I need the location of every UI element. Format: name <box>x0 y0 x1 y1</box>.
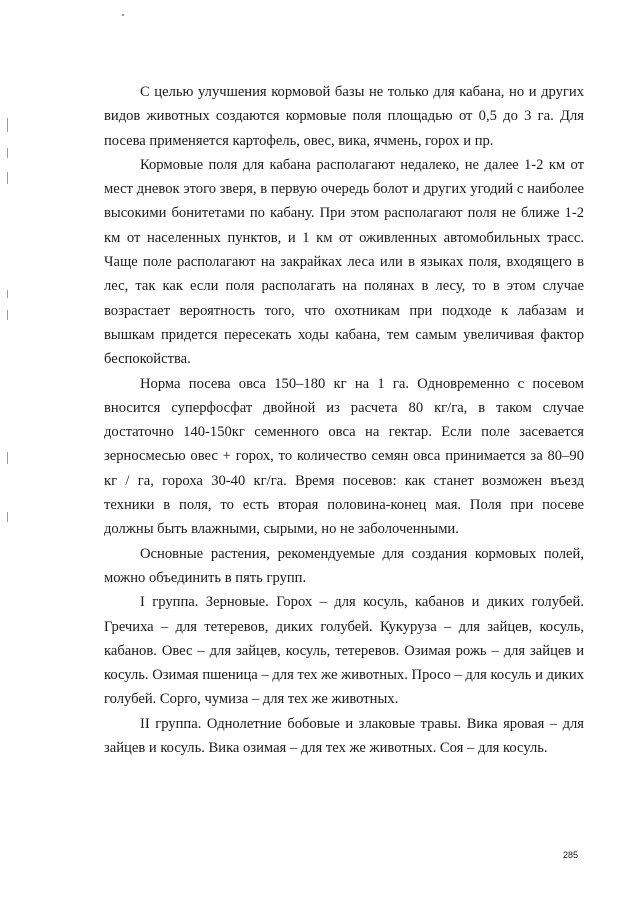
paragraph: Норма посева овса 150–180 кг на 1 га. Одновременно с посевом вносится суперфосфат двойной из расчета 80 кг/га, в таком случае достаточно 140-150кг семенного овса на гектар. Если поле засевается зерносмесью овес + горох, то количество семян овса принимается за 80–90 кг / га, гороха 30-40 кг/га. Время посевов: как станет возможен въезд техники в поля, то есть вторая половина-конец мая. Поля при посеве должны быть влажными, сырыми, но не заболоченными. <box>104 375 584 538</box>
paragraph: С целью улучшения кормовой базы не только для кабана, но и других видов животных создаются кормовые поля площадью от 0,5 до 3 га. Для посева применяется картофель, овес, вика, ячмень, горох и пр. <box>104 84 584 149</box>
page-number: 285 <box>563 850 579 860</box>
scan-mark <box>7 148 8 158</box>
scan-mark <box>7 118 8 132</box>
paragraph: II группа. Однолетние бобовые и злаковые травы. Вика яровая – для зайцев и косуль. Вика озимая – для тех же животных. Соя – для косуль. <box>104 715 584 757</box>
paragraph: Кормовые поля для кабана располагают недалеко, не далее 1-2 км от мест дневок этого зверя, в первую очередь болот и других угодий с наиболее высокими бонитетами по кабану. При этом располагают поля не ближе 1-2 км от населенных пунктов, и 1 км от оживленных автомобильных трасс. Чаще поле располагают на закрайках леса или в языках поля, входящего в лес, так как если поля располагать на полянах в лесу, то в этом случае возрастает вероятность того, что охотникам при подходе к лабазам и вышкам придется пересекать ходы кабана, тем самым увеличивая фактор беспокойства. <box>104 156 584 368</box>
paragraph: I группа. Зерновые. Горох – для косуль, кабанов и диких голубей. Гречиха – для тетеревов, диких голубей. Кукуруза – для зайцев, косуль, кабанов. Овес – для зайцев, косуль, тетеревов. Озимая рожь – для зайцев и косуль. Озимая пшеница – для тех же животных. Просо – для косуль и диких голубей. Сорго, чумиза – для тех же животных. <box>104 594 584 708</box>
body-text <box>104 80 584 760</box>
scan-mark <box>7 172 8 184</box>
scan-mark <box>122 14 124 16</box>
paragraph: Основные растения, рекомендуемые для создания кормовых полей, можно объединить в пять групп. <box>104 545 584 586</box>
scan-mark <box>7 310 8 320</box>
scan-mark <box>7 452 8 464</box>
scan-mark <box>7 512 8 522</box>
scan-mark <box>7 290 8 298</box>
